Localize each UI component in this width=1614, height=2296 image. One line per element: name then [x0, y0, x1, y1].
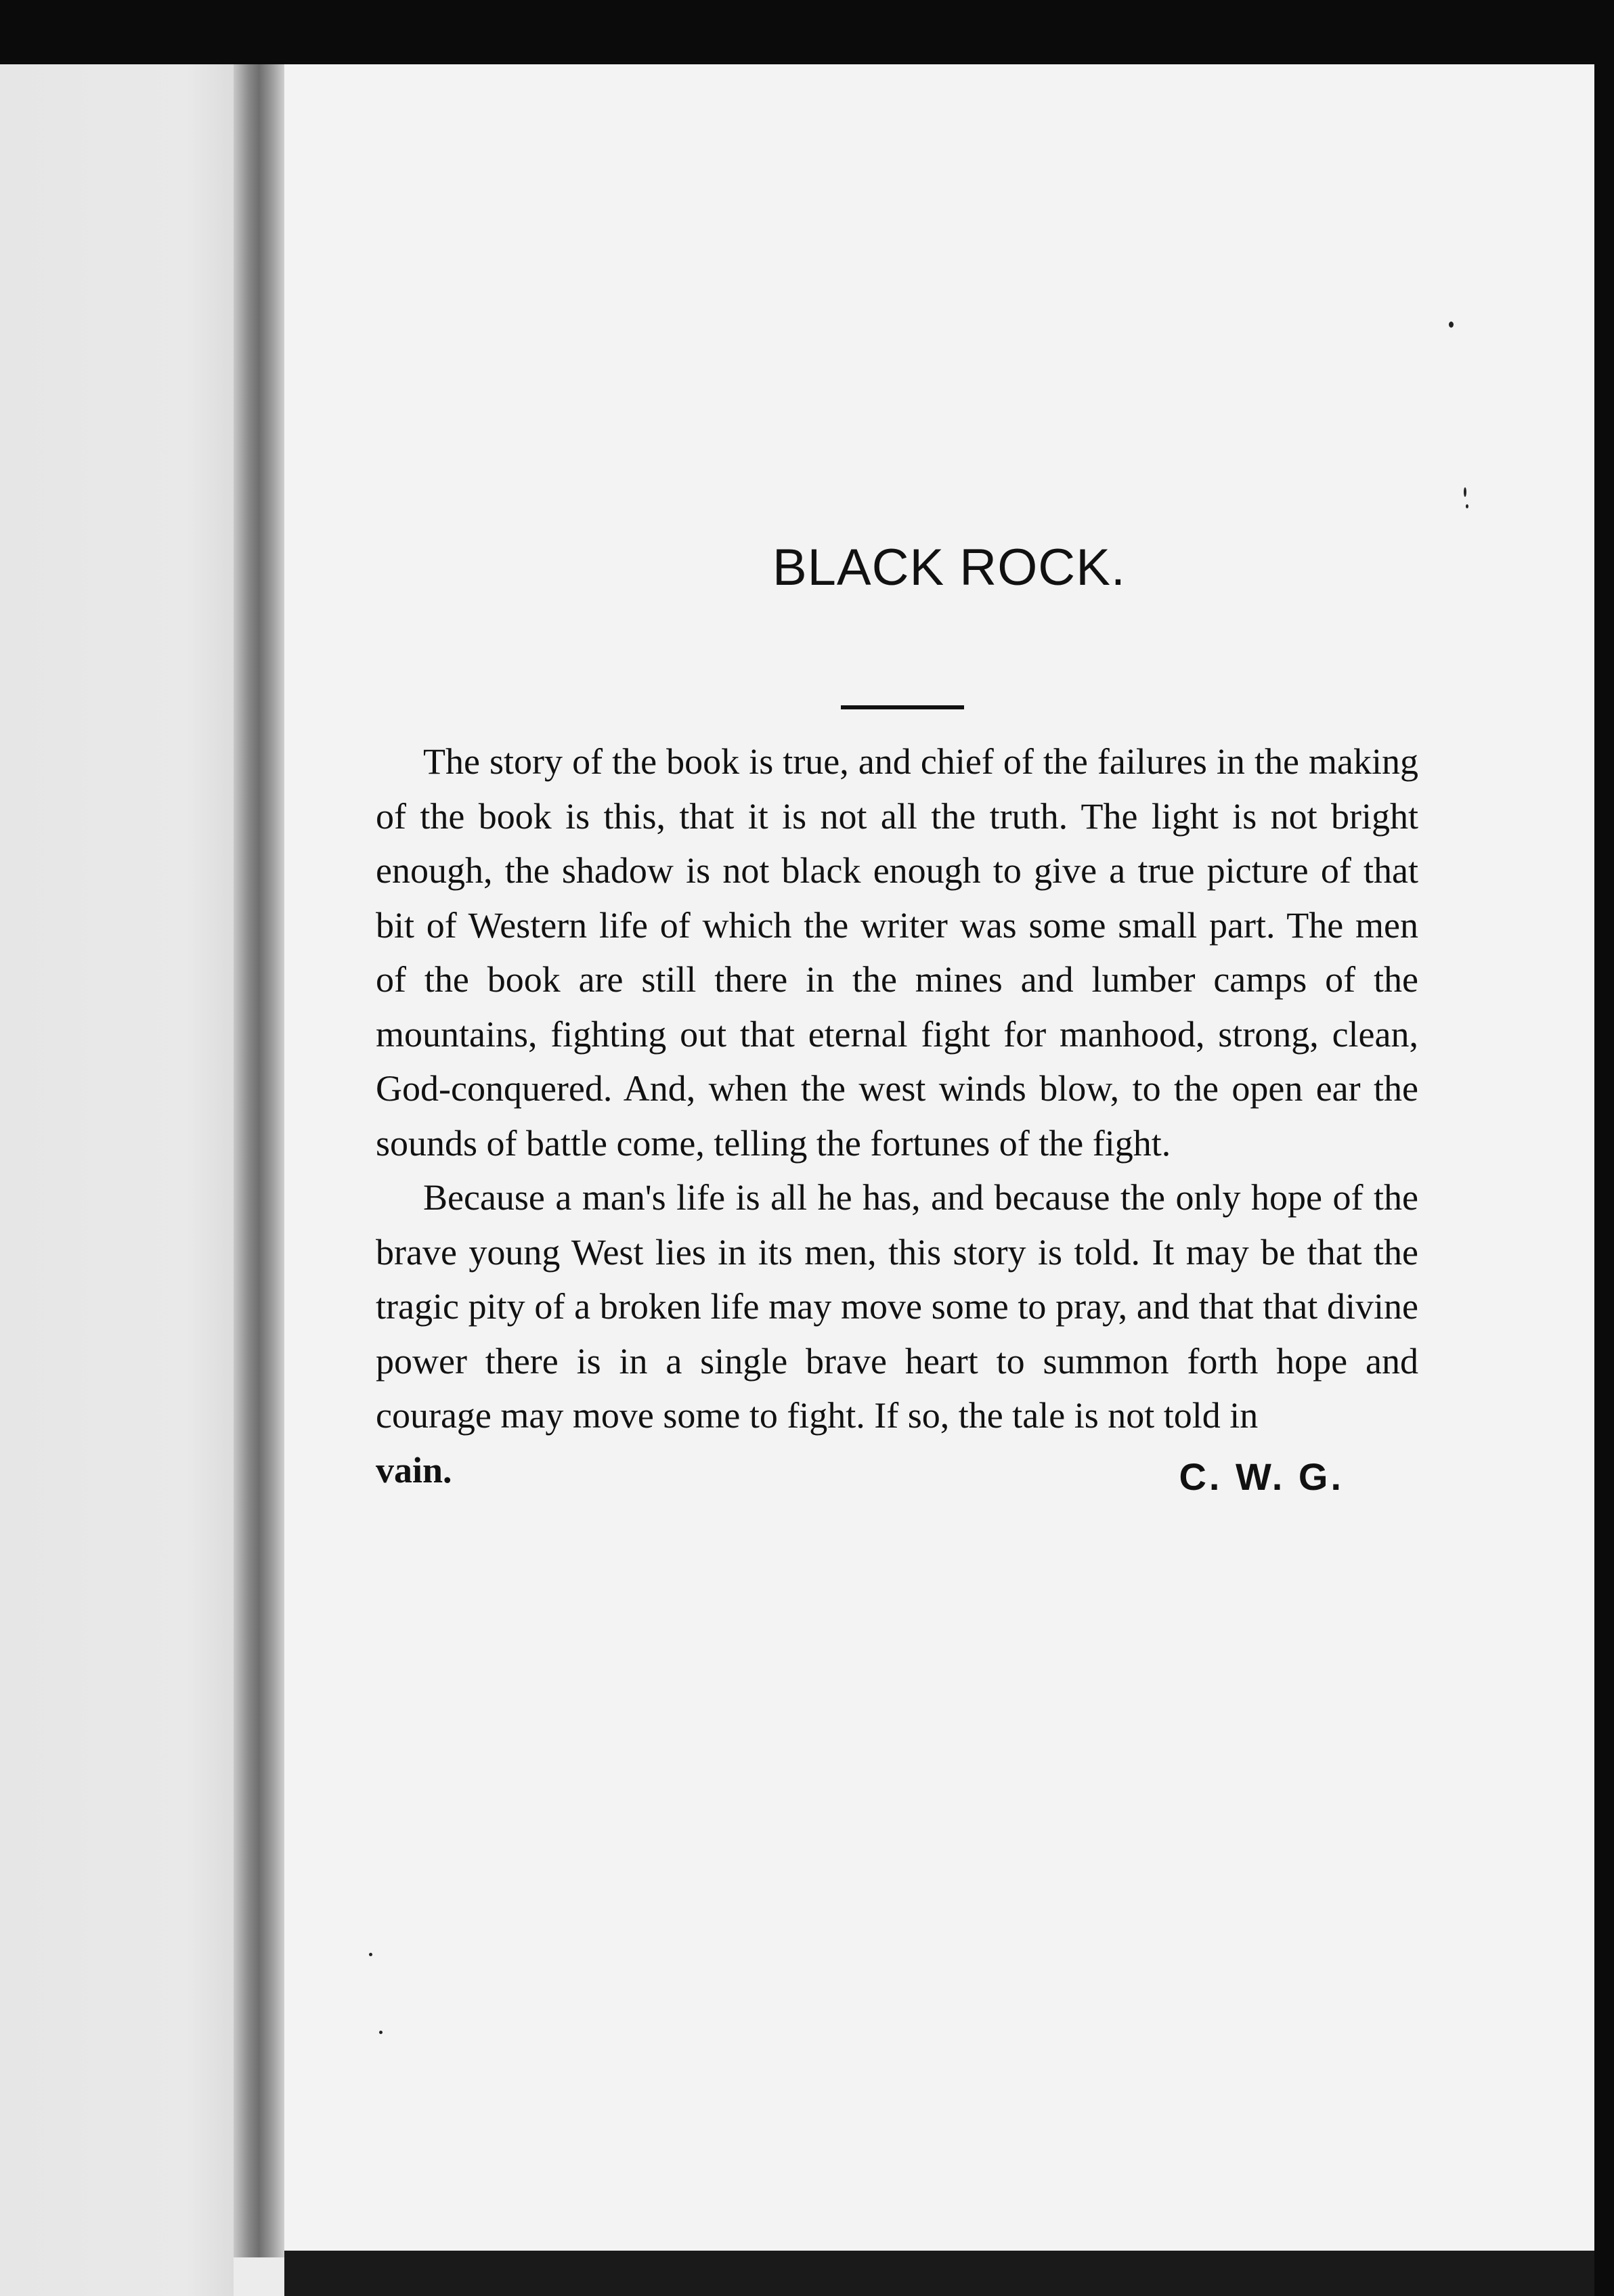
preface-paragraph-2: Because a man's life is all he has, and because the only hope of the brave young West lies in its men, this story is told. It may be that the tragic pity of a broken life may move some to pray, and that that divine power there is in a single brave heart to summon forth hope and courage may move some to fight. If so, the tale is not told in	[376, 1177, 1418, 1436]
closing-word: vain.	[376, 1449, 452, 1491]
title-rule-divider	[841, 705, 964, 709]
preface-paragraph-1: The story of the book is true, and chief of the failures in the making of the book is this, that it is not all the truth. The light is not bright enough, the shadow is not black enough to give a true picture of that bit of Western life of which the writer was some small part. The men of the book are still there in the mines and lumber camps of the mountains, fighting out that eternal fight for manhood, strong, clean, God-conquered. And, when the west winds blow, to the open ear the sounds of battle come, telling the fortunes of the fight.	[376, 741, 1418, 1164]
page-title: BLACK ROCK.	[772, 539, 1127, 596]
scan-speck	[1466, 504, 1468, 508]
page-bottom-edge	[284, 2251, 1598, 2296]
scan-speck	[1464, 487, 1466, 497]
scan-speck	[1449, 322, 1454, 328]
scan-speck	[369, 1953, 372, 1956]
scan-speck	[379, 2031, 383, 2034]
author-initials: C. W. G.	[1179, 1455, 1344, 1498]
book-gutter	[234, 64, 284, 2257]
closing-row	[376, 1443, 1418, 1497]
preface-text	[376, 734, 1418, 1497]
left-page-blank	[0, 64, 234, 2296]
page-right-edge	[1594, 64, 1614, 2296]
